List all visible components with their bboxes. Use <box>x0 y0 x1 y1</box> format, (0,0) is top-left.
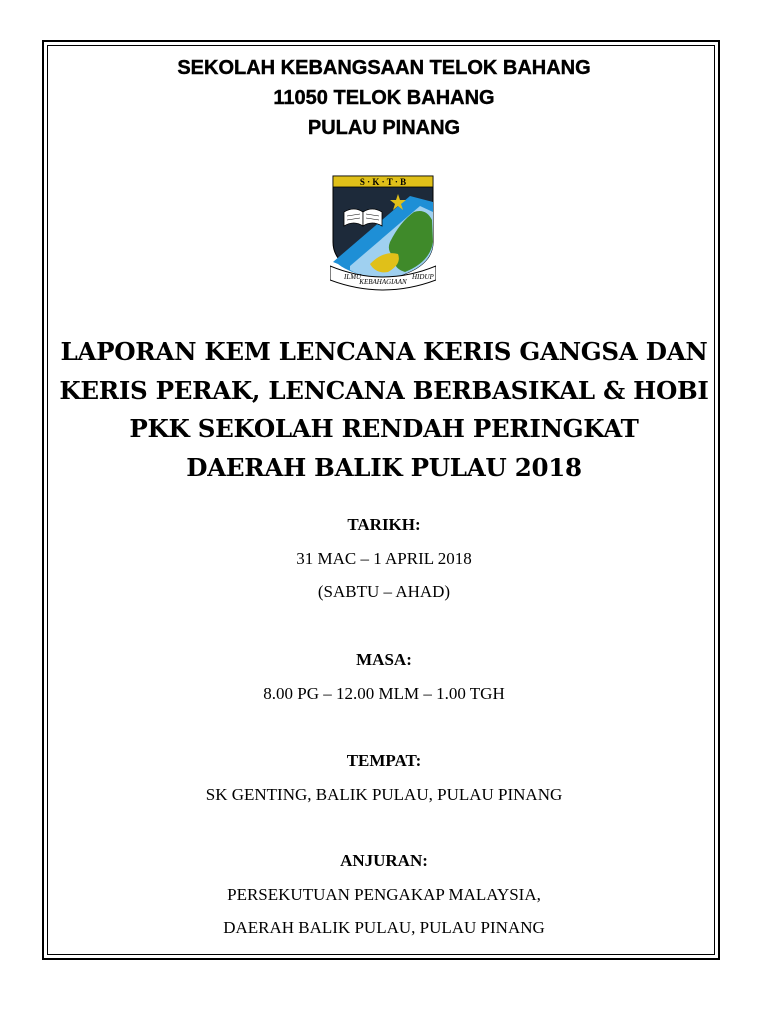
title-line-1: LAPORAN KEM LENCANA KERIS GANGSA DAN <box>60 337 708 366</box>
tarikh-label: TARIKH: <box>347 515 421 534</box>
anjuran-label: ANJURAN: <box>340 851 428 870</box>
title-line-4: DAERAH BALIK PULAU 2018 <box>186 452 582 482</box>
masa-value: 8.00 PG – 12.00 MLM – 1.00 TGH <box>263 684 505 703</box>
anjuran-value-2: DAERAH BALIK PULAU, PULAU PINANG <box>223 918 545 937</box>
tarikh-date: 31 MAC – 1 APRIL 2018 <box>296 549 472 568</box>
school-postcode-town: 11050 TELOK BAHANG <box>273 87 495 109</box>
crest-top-text: S · K · T · B <box>359 177 407 187</box>
tempat-value: SK GENTING, BALIK PULAU, PULAU PINANG <box>205 785 563 804</box>
crest-motto-center: KEBAHAGIAAN <box>359 278 407 286</box>
title-line-3: PKK SEKOLAH RENDAH PERINGKAT <box>129 414 639 443</box>
crest-motto-left: ILMU <box>344 273 362 281</box>
report-title <box>0 333 768 487</box>
school-header <box>0 53 768 143</box>
title-line-2: KERIS PERAK, LENCANA BERBASIKAL & HOBI <box>59 375 709 405</box>
school-name: SEKOLAH KEBANGSAAN TELOK BAHANG <box>177 57 591 79</box>
masa-label: MASA: <box>356 650 412 669</box>
anjuran-value-1: PERSEKUTUAN PENGAKAP MALAYSIA, <box>227 885 541 904</box>
school-state: PULAU PINANG <box>307 117 461 139</box>
tempat-label: TEMPAT: <box>346 751 422 770</box>
tarikh-days: (SABTU – AHAD) <box>317 582 451 601</box>
school-crest-logo <box>330 172 436 292</box>
crest-motto-right: HIDUP <box>412 273 434 281</box>
